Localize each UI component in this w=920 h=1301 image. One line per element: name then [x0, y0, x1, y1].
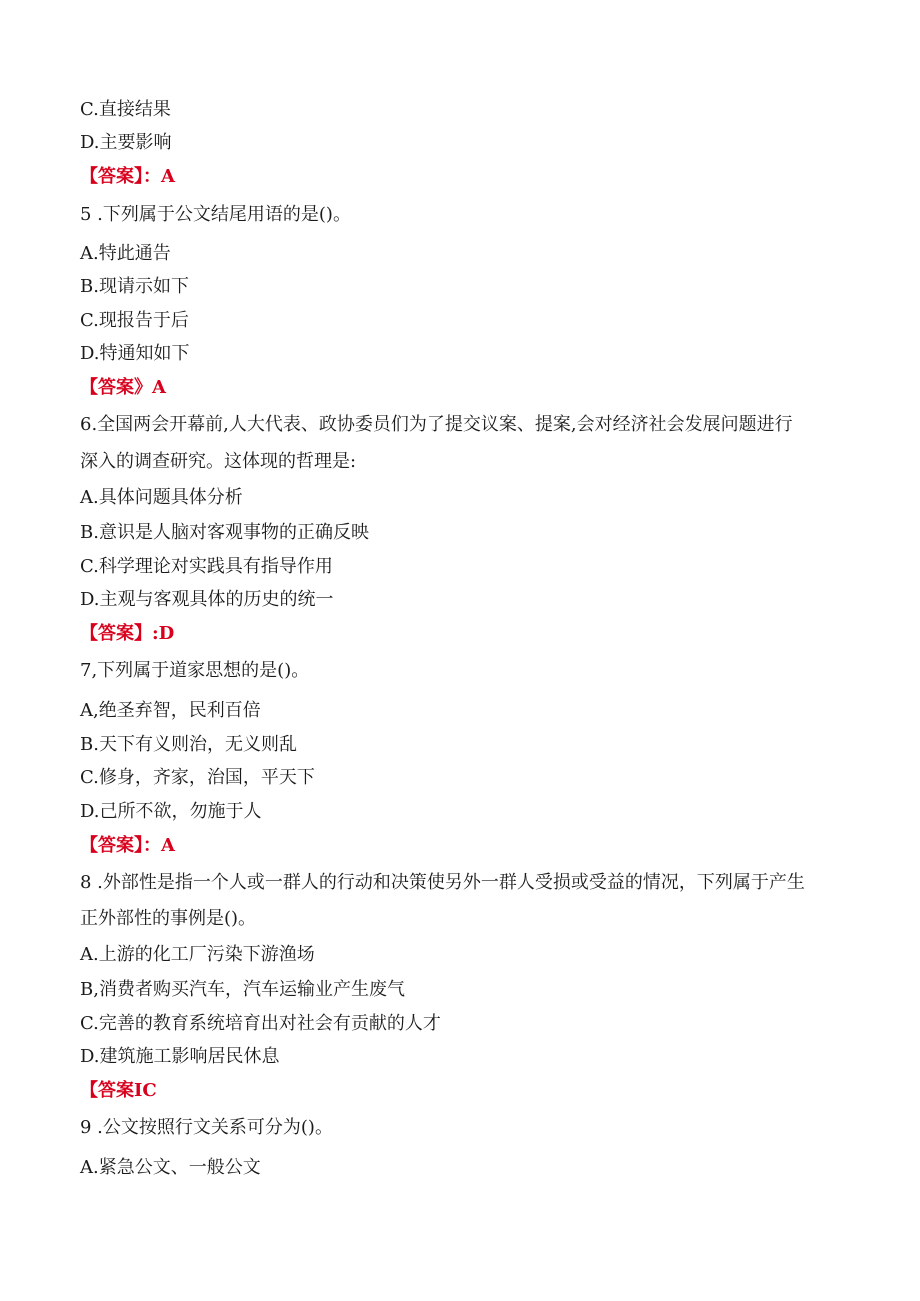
- question-line: 9 .公文按照行文关系可分为()。: [80, 1117, 333, 1138]
- question-line: 7,下列属于道家思想的是()。: [80, 660, 310, 681]
- option-line: D.主要影响: [80, 132, 172, 153]
- option-line: C.直接结果: [80, 99, 171, 120]
- question-line: 5 .下列属于公文结尾用语的是()。: [80, 204, 351, 225]
- option-line: A.上游的化工厂污染下游渔场: [80, 944, 315, 965]
- option-line: D.主观与客观具体的历史的统一: [80, 589, 334, 610]
- answer-line: 【答案】：A: [80, 166, 175, 187]
- answer-line: 【答案】:D: [80, 623, 175, 644]
- option-line: C.修身，齐家，治国，平天下: [80, 767, 315, 788]
- option-line: D.特通知如下: [80, 343, 190, 364]
- option-line: A.特此通告: [80, 243, 171, 264]
- answer-line: 【答案】：A: [80, 835, 175, 856]
- question-line: 深入的调查研究。这体现的哲理是:: [80, 451, 357, 472]
- question-line: 正外部性的事例是()。: [80, 908, 257, 929]
- option-line: D.己所不欲，勿施于人: [80, 801, 262, 822]
- option-line: A,绝圣弃智，民利百倍: [80, 700, 261, 721]
- answer-line: 【答案》A: [80, 377, 166, 398]
- option-line: C.现报告于后: [80, 310, 189, 331]
- question-line: 6.全国两会开幕前,人大代表、政协委员们为了提交议案、提案,会对经济社会发展问题进行: [80, 414, 793, 435]
- option-line: B,消费者购买汽车，汽车运输业产生废气: [80, 979, 405, 1000]
- option-line: C.完善的教育系统培育出对社会有贡献的人才: [80, 1013, 441, 1034]
- option-line: B.现请示如下: [80, 276, 189, 297]
- question-line: 8 .外部性是指一个人或一群人的行动和决策使另外一群人受损或受益的情况，下列属于产生: [80, 872, 805, 893]
- option-line: D.建筑施工影响居民休息: [80, 1046, 280, 1067]
- option-line: A.具体问题具体分析: [80, 487, 243, 508]
- answer-line: 【答案IC: [80, 1080, 157, 1101]
- option-line: A.紧急公文、一般公文: [80, 1157, 261, 1178]
- option-line: C.科学理论对实践具有指导作用: [80, 556, 333, 577]
- option-line: B.意识是人脑对客观事物的正确反映: [80, 522, 369, 543]
- option-line: B.天下有义则治，无义则乱: [80, 734, 297, 755]
